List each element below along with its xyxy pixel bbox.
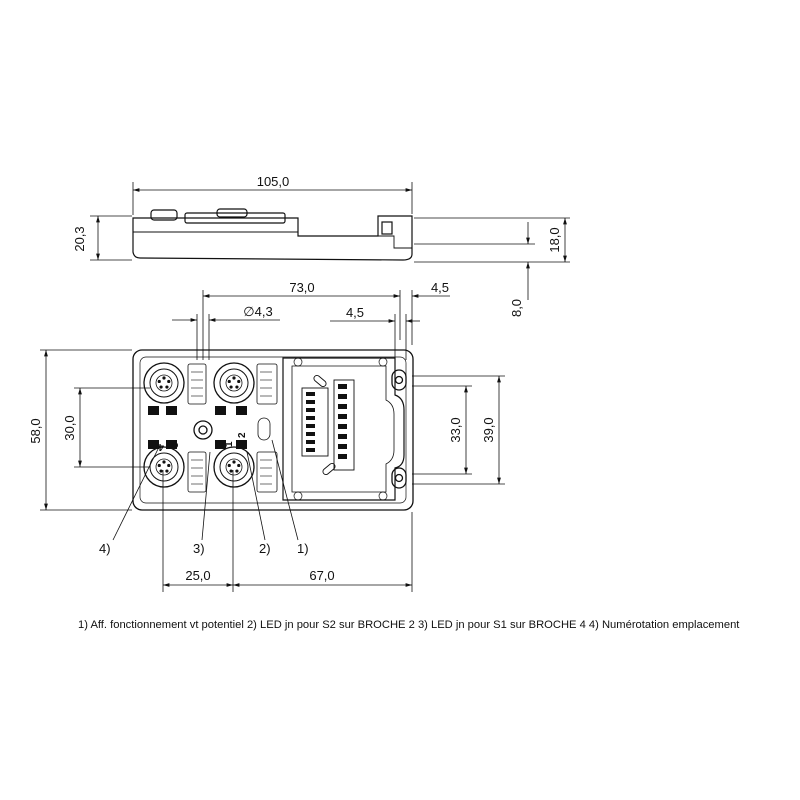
terminal-contact xyxy=(306,448,315,452)
dim-18-label: 18,0 xyxy=(547,227,562,253)
callout-4: 4) xyxy=(99,541,111,556)
terminal-contact xyxy=(338,434,347,439)
socket-pin xyxy=(228,464,231,467)
socket-pin xyxy=(228,380,231,383)
socket-pin xyxy=(167,464,170,467)
socket-pin xyxy=(162,376,165,379)
dim-20-3 xyxy=(90,216,132,260)
connector-socket-1 xyxy=(144,363,184,403)
socket-pin xyxy=(232,460,235,463)
connector-socket-4 xyxy=(214,447,254,487)
dim-73-label: 73,0 xyxy=(289,280,315,295)
dim-diameter xyxy=(172,314,280,360)
socket-pin xyxy=(229,385,232,388)
slot-3-label: 3 xyxy=(170,442,181,448)
socket-pin xyxy=(237,380,240,383)
terminal-block xyxy=(302,374,354,476)
legend-caption: 1) Aff. fonctionnement vt potentiel 2) LED jn pour S2 sur BROCHE 2 3) LED jn pour S1 sur BROCHE 4 4) Numérotation emplacement xyxy=(78,619,740,631)
terminal-contact xyxy=(306,392,315,396)
dim-33-label: 33,0 xyxy=(448,417,463,443)
terminal-contact xyxy=(338,414,347,419)
dim-8-label: 8,0 xyxy=(509,298,524,318)
terminal-contact xyxy=(338,404,347,409)
socket-pin xyxy=(159,469,162,472)
dim-30-label: 30,0 xyxy=(62,415,77,441)
slot-4-label: 4 xyxy=(158,441,164,452)
terminal-contact xyxy=(306,408,315,412)
terminal-contact xyxy=(338,384,347,389)
socket-pin xyxy=(158,380,161,383)
socket-pin xyxy=(165,469,168,472)
dim-20-3-label: 20,3 xyxy=(72,226,87,252)
dim-4-5-low xyxy=(330,314,420,360)
side-view xyxy=(133,209,412,260)
callout-1: 1) xyxy=(297,541,309,556)
terminal-contact xyxy=(306,416,315,420)
callout-3: 3) xyxy=(193,541,205,556)
dim-25-label: 25,0 xyxy=(185,568,211,583)
socket-pin xyxy=(229,469,232,472)
dim-diameter-label: ∅4,3 xyxy=(243,304,273,319)
slot-1-label: 1 xyxy=(224,441,235,447)
terminal-contact xyxy=(338,454,347,459)
dim-4-5-low-label: 4,5 xyxy=(345,305,365,320)
socket-pin xyxy=(235,385,238,388)
callout-2: 2) xyxy=(259,541,271,556)
terminal-contact xyxy=(338,394,347,399)
dim-58 xyxy=(40,350,132,510)
socket-pin xyxy=(159,385,162,388)
socket-pin xyxy=(165,385,168,388)
socket-pin xyxy=(235,469,238,472)
slot-2-label: 2 xyxy=(237,432,248,438)
dim-30 xyxy=(74,388,150,467)
socket-pin xyxy=(237,464,240,467)
terminal-contact xyxy=(306,440,315,444)
socket-pin xyxy=(167,380,170,383)
terminal-contact xyxy=(306,400,315,404)
terminal-contact xyxy=(306,432,315,436)
terminal-contact xyxy=(306,424,315,428)
dim-67-label: 67,0 xyxy=(309,568,335,583)
socket-pin xyxy=(232,376,235,379)
dim-58-label: 58,0 xyxy=(28,418,43,444)
label-plates xyxy=(188,364,277,492)
terminal-contact xyxy=(338,424,347,429)
connector-socket-2 xyxy=(214,363,254,403)
dim-105-label: 105,0 xyxy=(256,174,290,189)
dim-4-5-top-label: 4,5 xyxy=(430,280,450,295)
socket-pin xyxy=(158,464,161,467)
socket-pin xyxy=(162,460,165,463)
terminal-contact xyxy=(338,444,347,449)
callout-leaders xyxy=(113,440,298,540)
dim-39-label: 39,0 xyxy=(481,417,496,443)
